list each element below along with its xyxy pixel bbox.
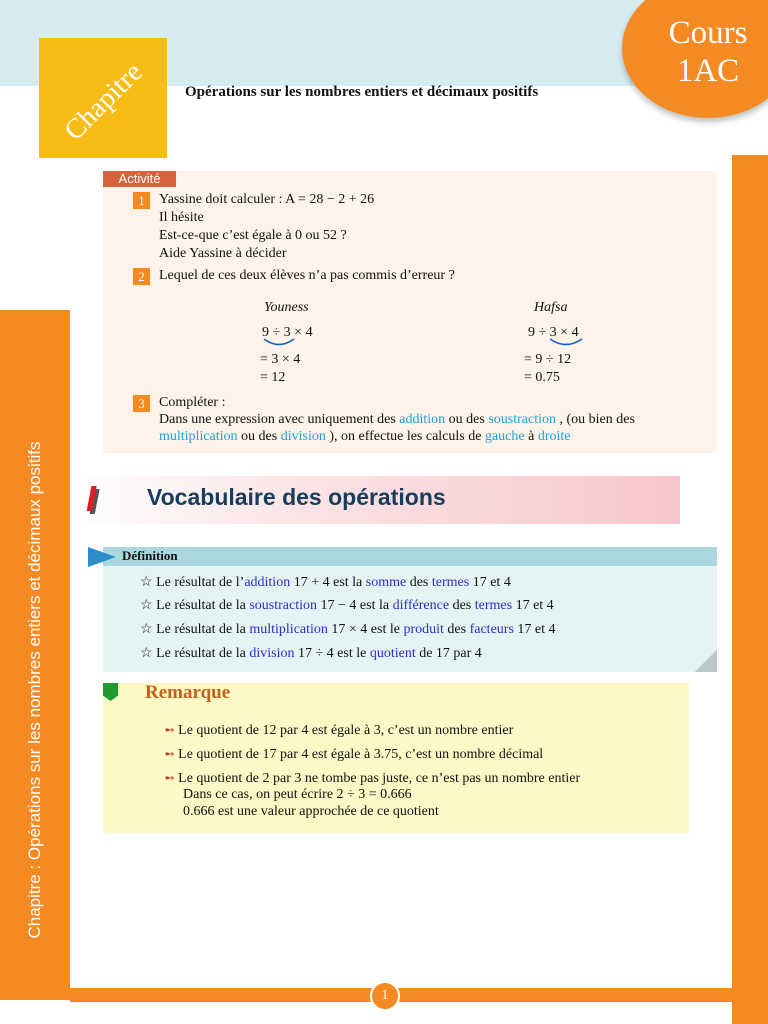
- definition-label: Définition: [122, 548, 178, 563]
- def-text: 17 et 4: [469, 575, 511, 590]
- page-title: Opérations sur les nombres entiers et décimaux positifs: [185, 84, 539, 100]
- answer-droite: droite: [537, 429, 571, 444]
- def-text: 17 − 4 est la: [317, 598, 393, 613]
- section-title: Vocabulaire des opérations: [147, 484, 446, 510]
- q1-line4: Aide Yassine à décider: [159, 246, 287, 261]
- star-icon: ☆: [140, 622, 157, 637]
- student-hafsa: Hafsa: [534, 300, 568, 315]
- def-term: termes: [474, 598, 513, 613]
- remarque-text: Le quotient de 2 par 3 ne tombe pas juste, ce n’est pas un nombre entier: [178, 771, 581, 786]
- answer-gauche: gauche: [484, 429, 525, 444]
- def-term: facteurs: [469, 622, 514, 637]
- q2-line1: Lequel de ces deux élèves n’a pas commis d’erreur ?: [159, 268, 455, 283]
- def-term: division: [249, 646, 295, 661]
- q3-text: ), on effectue les calculs de: [325, 429, 485, 444]
- cours-label: [648, 14, 768, 90]
- q3-line2: [159, 411, 635, 429]
- page-number: 1: [370, 981, 400, 1011]
- q3-text: ou des: [237, 429, 281, 444]
- def-text: 17 × 4 est le: [327, 622, 404, 637]
- def-text: des: [443, 622, 470, 637]
- definition-item: [140, 574, 511, 592]
- remarque-text: 0.666 est une valeur approchée de ce quotient: [183, 804, 439, 819]
- definition-header: [103, 547, 717, 566]
- q3-line3: [159, 428, 571, 446]
- def-text: des: [406, 575, 432, 590]
- answer-division: division: [280, 429, 326, 444]
- chapitre-word: Chapitre: [58, 56, 149, 147]
- hafsa-brace: [548, 336, 584, 350]
- q3-line1: Compléter :: [159, 395, 226, 410]
- page-fold-corner: [695, 650, 717, 672]
- arrow-bullet-icon: ➻: [164, 722, 179, 737]
- q3-text: Dans une expression avec uniquement des: [159, 412, 400, 427]
- remarque-text: Dans ce cas, on peut écrire 2 ÷ 3 = 0.666: [183, 787, 412, 802]
- def-term: multiplication: [249, 622, 328, 637]
- def-text: 17 ÷ 4 est le: [294, 646, 370, 661]
- def-text: 17 et 4: [512, 598, 554, 613]
- chapitre-badge: [39, 38, 167, 158]
- star-icon: ☆: [140, 598, 157, 613]
- hafsa-step3: = 0.75: [524, 370, 560, 385]
- q3-text: à: [524, 429, 538, 444]
- def-term: différence: [392, 598, 450, 613]
- def-term: somme: [365, 575, 407, 590]
- remarque-text: Le quotient de 12 par 4 est égale à 3, c’est un nombre entier: [178, 723, 514, 738]
- q1-line2: Il hésite: [159, 210, 204, 225]
- side-chapter-title: Chapitre : Opérations sur les nombres entiers et décimaux positifs: [25, 441, 44, 939]
- question-number: 1: [133, 192, 150, 209]
- youness-step1: 9 ÷ 3 × 4: [262, 325, 313, 340]
- right-decor-bar: [732, 155, 768, 1024]
- def-text: de 17 par 4: [415, 646, 482, 661]
- remarque-item: [164, 721, 513, 740]
- def-text: Le résultat de la: [156, 646, 250, 661]
- remarque-title: Remarque: [145, 682, 231, 703]
- activity-label: Activité: [103, 171, 176, 187]
- definition-arrow-icon: [88, 547, 116, 567]
- q1-line3: Est-ce-que c’est égale à 0 ou 52 ?: [159, 228, 347, 243]
- def-term: addition: [244, 575, 291, 590]
- remarque-text: Le quotient de 17 par 4 est égale à 3.75, c’est un nombre décimal: [178, 747, 544, 762]
- def-text: Le résultat de la: [156, 598, 250, 613]
- star-icon: ☆: [140, 575, 157, 590]
- youness-step2: = 3 × 4: [260, 352, 301, 367]
- question-number: 2: [133, 268, 150, 285]
- question-number: 3: [133, 395, 150, 412]
- answer-multiplication: multiplication: [159, 429, 238, 444]
- def-text: 17 et 4: [513, 622, 556, 637]
- cours-line1: Cours: [668, 15, 748, 51]
- q3-text: , (ou bien des: [555, 412, 635, 427]
- arrow-bullet-icon: ➻: [164, 746, 179, 761]
- def-term: termes: [431, 575, 470, 590]
- bottom-decor-bar: [70, 988, 732, 1002]
- student-youness: Youness: [264, 300, 309, 315]
- definition-item: [140, 621, 556, 639]
- star-icon: ☆: [140, 646, 157, 661]
- q3-text: ou des: [445, 412, 489, 427]
- answer-soustraction: soustraction: [488, 412, 556, 427]
- answer-addition: addition: [399, 412, 446, 427]
- def-term: produit: [403, 622, 444, 637]
- arrow-bullet-icon: ➻: [164, 770, 179, 785]
- def-text: des: [449, 598, 475, 613]
- def-text: Le résultat de la: [156, 622, 250, 637]
- def-term: soustraction: [249, 598, 318, 613]
- def-text: 17 + 4 est la: [290, 575, 366, 590]
- definition-item: [140, 597, 554, 615]
- cours-line2: 1AC: [676, 53, 740, 89]
- youness-brace: [262, 336, 296, 350]
- hafsa-step2: = 9 ÷ 12: [524, 352, 572, 367]
- section-number: I: [86, 478, 97, 519]
- def-text: Le résultat de l’: [156, 575, 245, 590]
- q1-line1: Yassine doit calculer : A = 28 − 2 + 26: [159, 192, 375, 207]
- remarque-item: [164, 745, 543, 764]
- def-term: quotient: [369, 646, 416, 661]
- definition-item: [140, 645, 482, 663]
- hafsa-step1: 9 ÷ 3 × 4: [528, 325, 579, 340]
- youness-step3: = 12: [260, 370, 286, 385]
